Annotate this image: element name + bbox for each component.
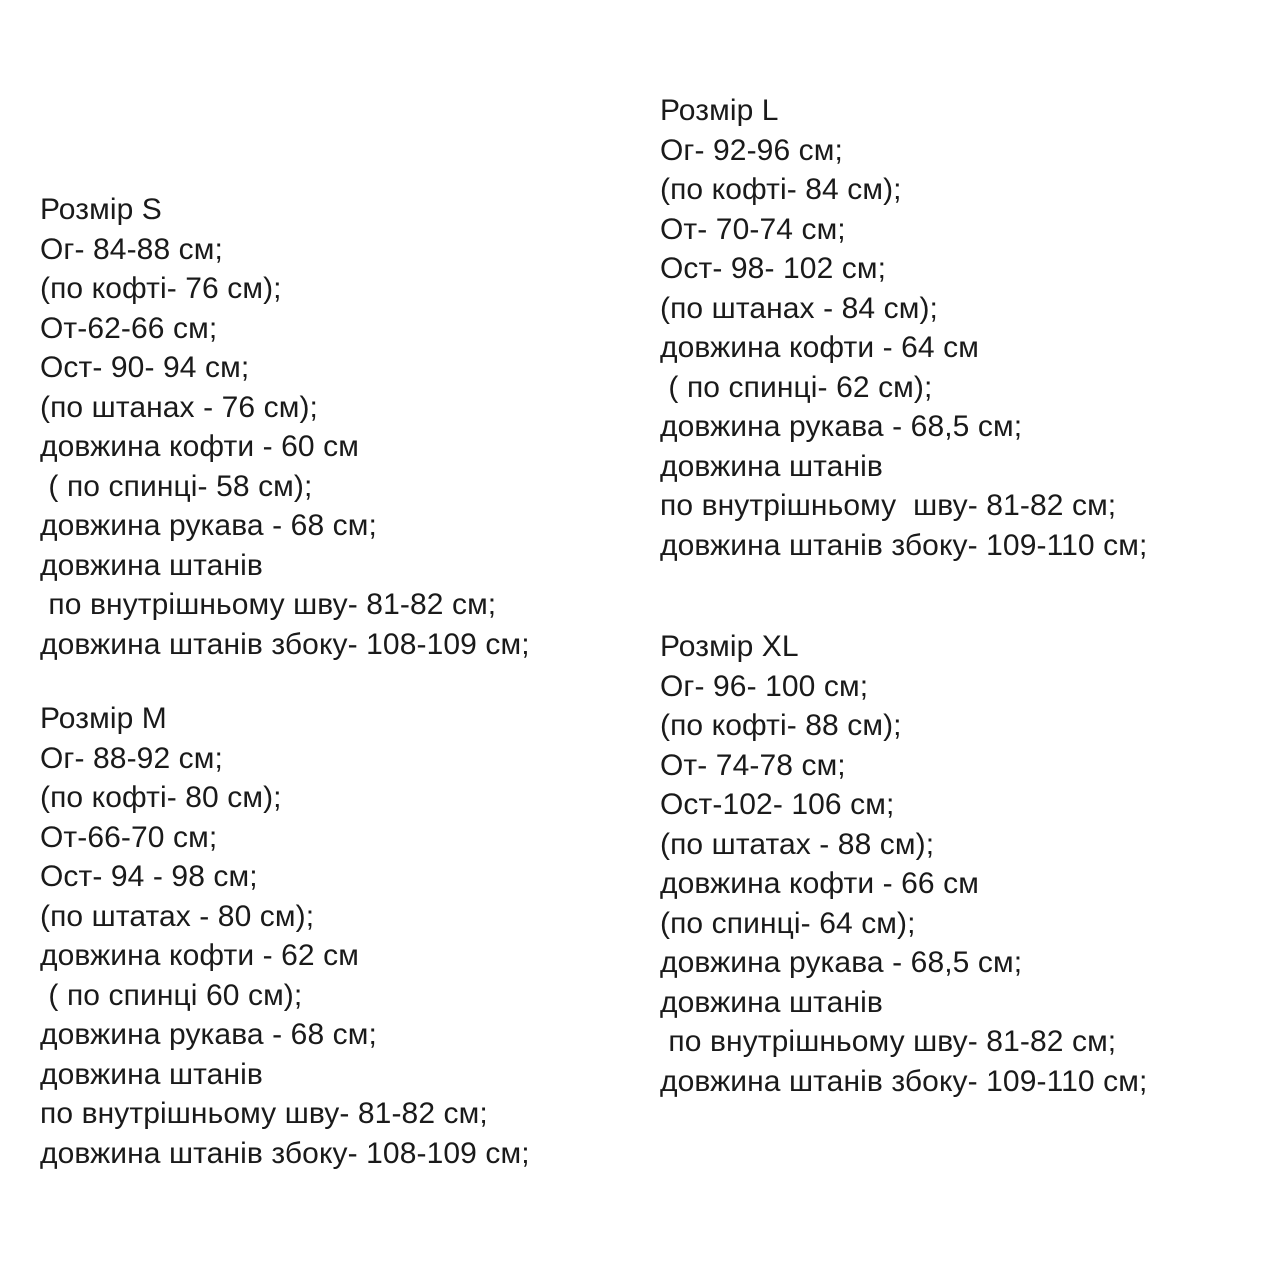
- measurement-line: довжина штанів збоку- 108-109 см;: [40, 627, 530, 661]
- measurement-line: довжина рукава - 68 см;: [40, 509, 377, 542]
- measurement-line: От-62-66 см;: [40, 311, 218, 345]
- measurement-line: Ост- 90- 94 см;: [40, 351, 250, 384]
- measurement-line: Ог- 88-92 см;: [40, 741, 223, 775]
- measurement-line: (по штатах - 80 см);: [40, 899, 315, 933]
- size-block-xl: [660, 627, 1147, 1101]
- measurement-line: (по кофті- 76 см);: [40, 272, 282, 305]
- measurement-line: довжина штанів: [40, 548, 263, 582]
- measurement-line: Ост- 94 - 98 см;: [40, 860, 258, 893]
- size-block-m: [40, 699, 530, 1173]
- measurement-line: по внутрішньому шву- 81-82 см;: [660, 1025, 1117, 1058]
- measurement-line: (по кофті- 80 см);: [40, 781, 282, 814]
- measurement-line: довжина рукава - 68,5 см;: [660, 946, 1023, 979]
- measurement-line: довжина рукава - 68,5 см;: [660, 410, 1023, 443]
- measurement-line: (по штатах - 88 см);: [660, 827, 935, 861]
- measurement-line: по внутрішньому шву- 81-82 см;: [40, 588, 497, 621]
- measurement-line: довжина штанів збоку- 108-109 см;: [40, 1136, 530, 1170]
- measurement-line: От-66-70 см;: [40, 820, 218, 854]
- measurement-line: (по спинці- 64 см);: [660, 906, 916, 940]
- measurement-line: по внутрішньому шву- 81-82 см;: [660, 489, 1117, 522]
- measurement-line: довжина кофти - 66 см: [660, 867, 979, 900]
- size-title: Розмір L: [660, 94, 779, 127]
- size-title: Розмір M: [40, 702, 167, 735]
- measurement-line: довжина рукава - 68 см;: [40, 1018, 377, 1051]
- measurement-line: Ост- 98- 102 см;: [660, 252, 887, 285]
- measurement-line: От- 70-74 см;: [660, 212, 846, 246]
- measurement-line: (по кофті- 88 см);: [660, 709, 902, 742]
- measurement-line: довжина кофти - 62 см: [40, 939, 359, 972]
- measurement-line: Ог- 96- 100 см;: [660, 669, 869, 703]
- measurement-line: (по кофті- 84 см);: [660, 173, 902, 206]
- measurement-line: довжина штанів: [660, 985, 883, 1019]
- size-title: Розмір XL: [660, 630, 799, 663]
- measurement-line: довжина штанів: [40, 1057, 263, 1091]
- measurement-line: ( по спинці 60 см);: [40, 978, 303, 1012]
- measurement-line: Ог- 92-96 см;: [660, 133, 843, 167]
- measurement-line: (по штанах - 84 см);: [660, 291, 938, 325]
- size-block-s: [40, 190, 530, 664]
- size-title: Розмір S: [40, 193, 162, 226]
- measurement-line: Ог- 84-88 см;: [40, 232, 223, 266]
- measurement-line: довжина штанів: [660, 449, 883, 483]
- measurement-line: ( по спинці- 62 см);: [660, 370, 933, 404]
- measurement-line: по внутрішньому шву- 81-82 см;: [40, 1097, 488, 1130]
- measurement-line: ( по спинці- 58 см);: [40, 469, 313, 503]
- measurement-line: довжина штанів збоку- 109-110 см;: [660, 1064, 1148, 1098]
- measurement-line: довжина штанів збоку- 109-110 см;: [660, 528, 1148, 562]
- measurement-line: (по штанах - 76 см);: [40, 390, 318, 424]
- measurement-line: довжина кофти - 60 см: [40, 430, 359, 463]
- measurement-line: От- 74-78 см;: [660, 748, 846, 782]
- size-block-l: [660, 91, 1147, 565]
- measurement-line: Ост-102- 106 см;: [660, 788, 895, 821]
- measurement-line: довжина кофти - 64 см: [660, 331, 979, 364]
